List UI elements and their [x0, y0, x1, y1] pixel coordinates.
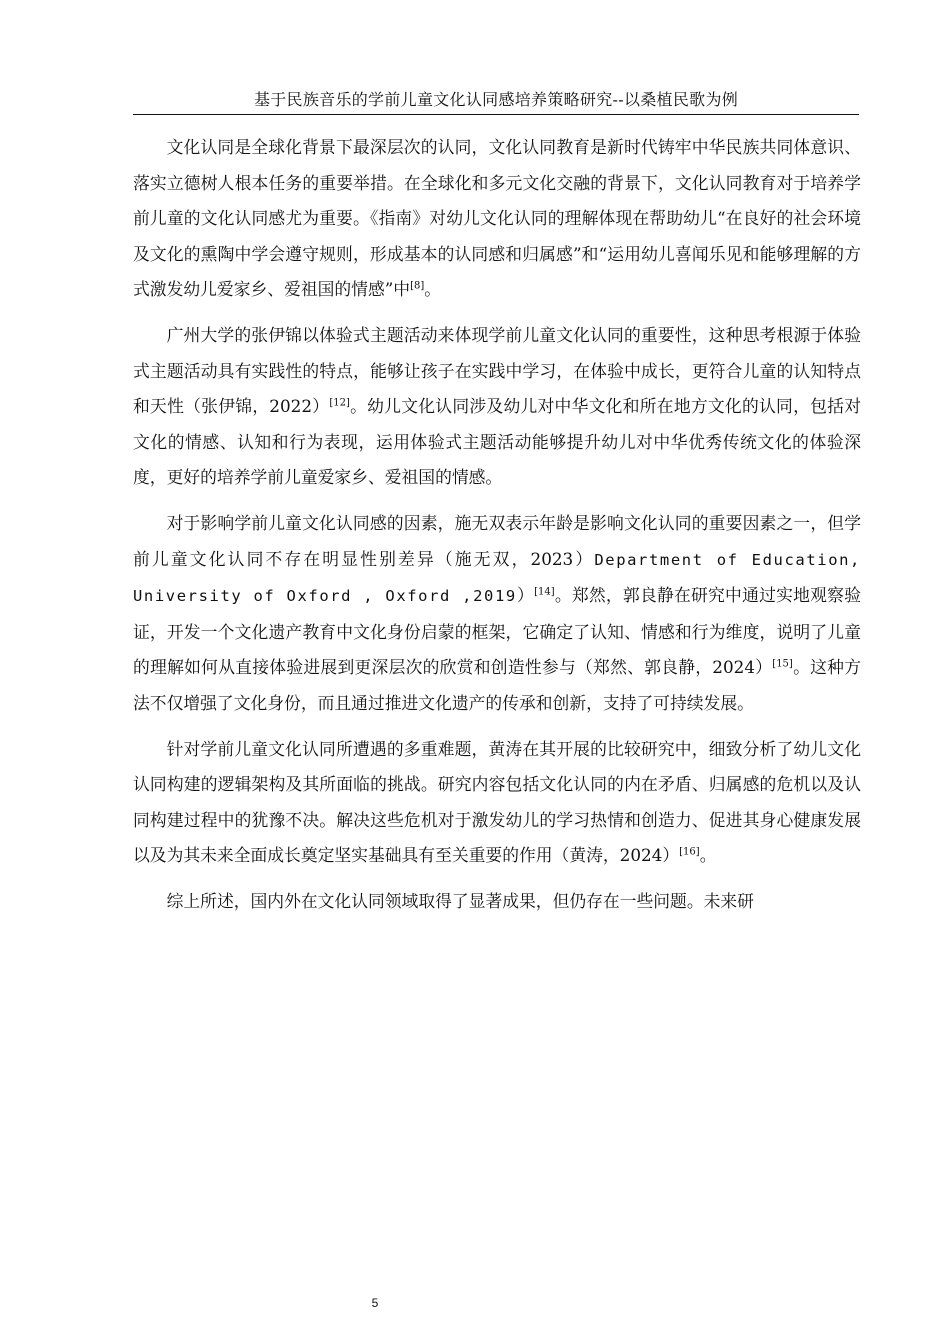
body-text — [133, 130, 861, 929]
paragraph-4 — [133, 732, 861, 874]
page-number: 5 — [371, 1296, 379, 1310]
paragraph-text: 。幼儿文化认同涉及幼儿对中华文化和所在地方文化的认同，包括对文化的情感、认知和行为表现，运用体验式主题活动能够提升幼儿对中华优秀传统文化的体验深度，更好的培养学前儿童爱家乡、爱祖国的情感。 — [133, 396, 861, 488]
paragraph-text: 对于影响学前儿童文化认同感的因素，施无双表示年龄是影响文化认同的重要因素之一，但学前儿童文化认同不存在明显性别差异（施无双，2023） — [133, 512, 861, 569]
paragraph-text: 文化认同是全球化背景下最深层次的认同，文化认同教育是新时代铸牢中华民族共同体意识、落实立德树人根本任务的重要举措。在全球化和多元文化交融的背景下，文化认同教育对于培养学前儿童的文化认同感尤为重要。《指南》对幼儿文化认同的理解体现在帮助幼儿“在良好的社会环境及文化的熏陶中学会遵守规则，形成基本的认同感和归属感”和“运用幼儿喜闻乐见和能够理解的方式激发幼儿爱家乡、爱祖国的情感”中 — [133, 137, 861, 300]
running-header: 基于民族音乐的学前儿童文化认同感培养策略研究--以桑植民歌为例 — [253, 90, 739, 109]
paragraph-text: 广州大学的张伊锦以体验式主题活动来体现学前儿童文化认同的重要性，这种思考根源于体验式主题活动具有实践性的特点，能够让孩子在实践中学习，在体验中成长，更符合儿童的认知特点和天性（张伊锦，2022） — [133, 324, 861, 417]
paragraph-text: ） — [516, 585, 535, 606]
citation: [15] — [772, 658, 793, 670]
paragraph-3 — [133, 506, 861, 722]
reference-inline: Department of Education, University of Oxford , Oxford ,2019 — [133, 550, 861, 606]
paragraph-text: 。郑然，郭良静在研究中通过实地观察验证，开发一个文化遗产教育中文化身份启蒙的框架，它确定了认知、情感和行为维度，说明了儿童的理解如何从直接体验进展到更深层次的欣赏和创造性参与（郑然、郭良静，2024） — [133, 585, 861, 678]
citation: [16] — [679, 846, 700, 858]
header-rule — [133, 114, 859, 115]
paragraph-text: 。这种方法不仅增强了文化身份，而且通过推进文化遗产的传承和创新，支持了可持续发展。 — [133, 657, 861, 713]
paragraph-1 — [133, 130, 861, 308]
paragraph-text: 综上所述，国内外在文化认同领域取得了显著成果，但仍存在一些问题。未来研 — [166, 890, 754, 911]
paragraph-2 — [133, 318, 861, 496]
paragraph-text: 。 — [699, 845, 717, 866]
citation: [8] — [410, 280, 425, 292]
paragraph-text: 针对学前儿童文化认同所遭遇的多重难题，黄涛在其开展的比较研究中，细致分析了幼儿文化认同构建的逻辑架构及其所面临的挑战。研究内容包括文化认同的内在矛盾、归属感的危机以及认同构建过程中的犹豫不决。解决这些危机对于激发幼儿的学习热情和创造力、促进其身心健康发展以及为其未来全面成长奠定坚实基础具有至关重要的作用（黄涛，2024） — [133, 738, 861, 866]
paragraph-5 — [133, 884, 861, 920]
citation: [14] — [534, 586, 555, 598]
paragraph-text: 。 — [424, 279, 442, 300]
citation: [12] — [329, 397, 350, 409]
